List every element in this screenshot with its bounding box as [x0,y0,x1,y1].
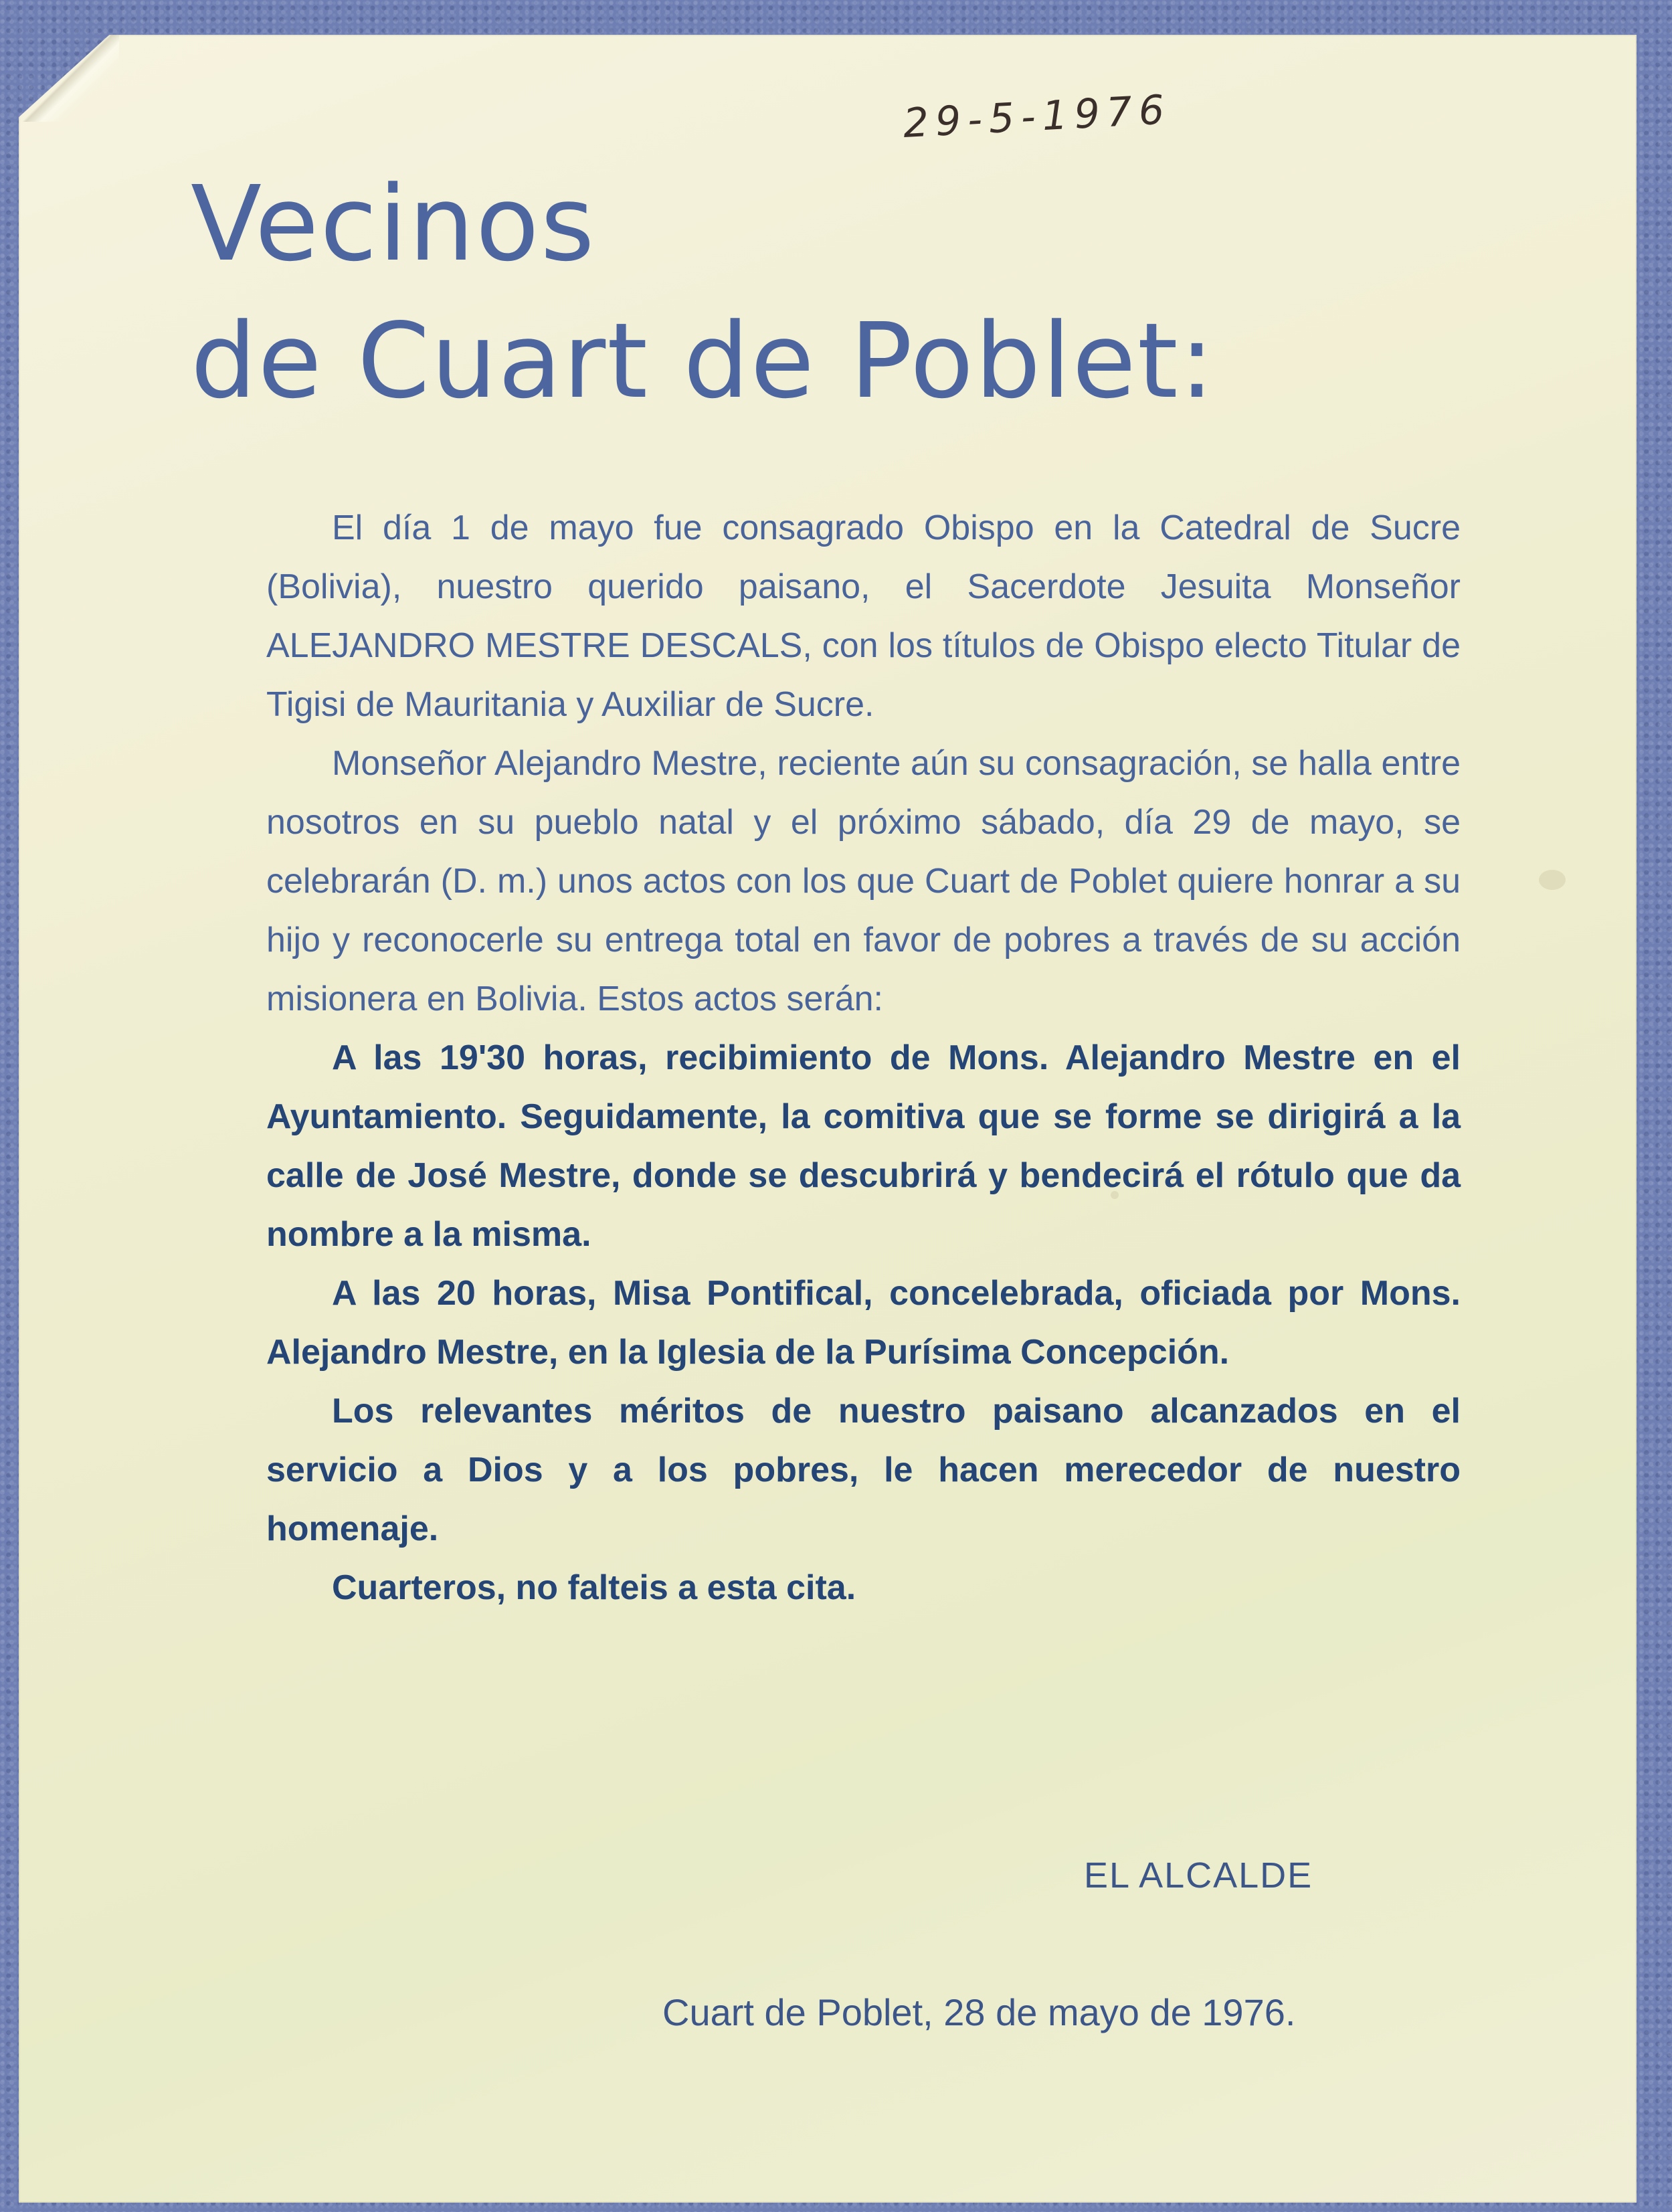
poster-title [191,155,1529,430]
paragraph-mass: A las 20 horas, Misa Pontifical, concelebrada, oficiada por Mons. Alejandro Mestre, en la Iglesia de la Purísima Concepción. [266,1274,1461,1372]
place-and-date: Cuart de Poblet, 28 de mayo de 1976. [662,1991,1296,2033]
paragraph-events-intro: Monseñor Alejandro Mestre, reciente aún su consagración, se halla entre nosotros en su pueblo natal y el próximo sábado, día 29 de mayo, se celebrarán (D. m.) unos actos con los que Cuart de Poblet quiere honrar a su hijo y reconocerle su entrega total en favor de pobres a través de su acción misionera en Bolivia. Estos actos serán: [266,744,1461,1018]
paragraph-reception: A las 19'30 horas, recibimiento de Mons. Alejandro Mestre en el Ayuntamiento. Seguidamente, la comitiva que se forme se dirigirá a la calle de José Mestre, donde se descubrirá y bendecirá el rótulo que da nombre a la misma. [266,1038,1461,1254]
title-line-1: Vecinos [191,163,596,284]
handwritten-date: 29-5-1976 [902,86,1172,147]
title-line-2: de Cuart de Poblet: [191,300,1216,422]
paper-stain [1539,870,1566,890]
signature-mayor: EL ALCALDE [1084,1855,1313,1896]
paragraph-merits: Los relevantes méritos de nuestro paisano alcanzados en el servicio a Dios y a los pobres, le hacen merecedor de nuestro homenaje. [266,1392,1461,1548]
paragraph-consecration: El día 1 de mayo fue consagrado Obispo en la Catedral de Sucre (Bolivia), nuestro querido paisano, el Sacerdote Jesuita Monseñor ALEJANDRO MESTRE DESCALS, con los títulos de Obispo electo Titular de Tigisi de Mauritania y Auxiliar de Sucre. [266,509,1461,724]
poster-body [266,498,1461,1617]
paragraph-call: Cuarteros, no falteis a esta cita. [332,1568,856,1607]
